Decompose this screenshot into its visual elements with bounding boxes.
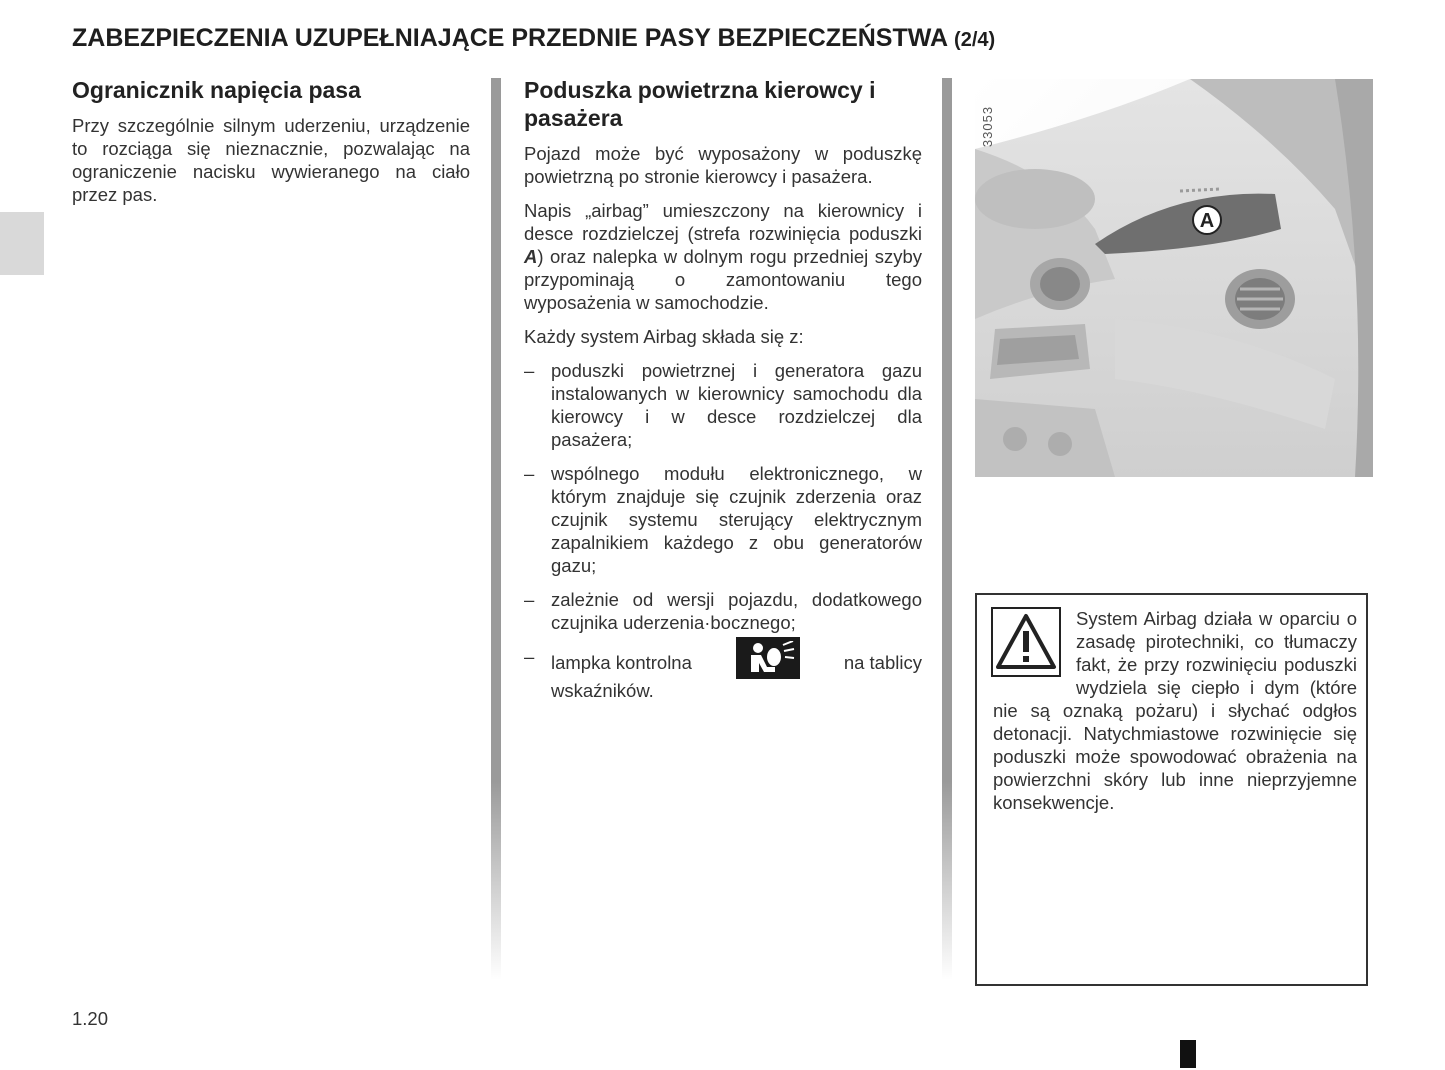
list-dash: –: [524, 646, 535, 667]
page-title: [72, 24, 995, 53]
list-item: [524, 588, 922, 634]
airbag-zone-reference: A: [524, 246, 538, 267]
list-item-lamp: [524, 645, 922, 702]
column-divider-right: [942, 78, 952, 980]
warning-text-block: [993, 607, 1357, 814]
list-item-text: poduszki powietrznej i generatora gazu instalowanych w kierownicy samochodu dla kierowcy i w desce rozdzielczej dla pasażera;: [551, 360, 922, 450]
warning-box: [975, 593, 1368, 986]
dashboard-illustration: [975, 79, 1373, 477]
middle-column: [524, 76, 922, 713]
figure-number: 33053: [980, 105, 996, 148]
warning-text: System Airbag działa w oparciu o zasadę pirotechniki, co tłumaczy fakt, że przy rozwinięciu poduszki wydziela się ciepło i dym (które nie są oznaką pożaru) i słychać odgłos detonacji. Natychmiastowe rozwinięcie się poduszki może spowodować obrażenia na powierzchni skóry lub inne nieprzyjemne konsekwencje.: [993, 608, 1357, 813]
airbag-paragraph-2-end: ) oraz nalepka w dolnym rogu przedniej szyby przypominają o zamontowaniu tego wyposażenia w samochodzie.: [524, 246, 922, 313]
belt-limiter-paragraph: Przy szczególnie silnym uderzeniu, urządzenie to rozciąga się nieznacznie, pozwalając na ograniczenie nacisku wywieranego na ciało przez pas.: [72, 115, 470, 205]
airbag-paragraph-3: Każdy system Airbag składa się z:: [524, 326, 804, 347]
list-item: [524, 462, 922, 577]
dashboard-drawing: [975, 79, 1373, 477]
page-number: 1.20: [72, 1008, 109, 1029]
lamp-text-before: lampka kontrolna: [551, 651, 692, 673]
list-item-text: wspólnego modułu elektronicznego, w którym znajduje się czujnik zderzenia oraz czujnik systemu sterujący elektrycznym zapalnikiem każdego z obu generatorów gazu;: [551, 463, 922, 576]
lamp-text-end: wskaźników.: [551, 680, 654, 701]
list-dash: –: [524, 463, 535, 484]
corner-mark: [1180, 1040, 1196, 1068]
chapter-tab: [0, 212, 44, 275]
airbag-heading: Poduszka powietrzna kierowcy i pasażera: [524, 77, 876, 131]
lamp-line: [551, 645, 922, 679]
list-item: [524, 359, 922, 451]
list-dash: –: [524, 589, 535, 610]
airbag-components-list: [524, 359, 922, 702]
list-dash: –: [524, 360, 535, 381]
page-title-suffix: (2/4): [954, 29, 996, 51]
page-title-text: ZABEZPIECZENIA UZUPEŁNIAJĄCE PRZEDNIE PASY BEZPIECZEŃSTWA: [72, 24, 948, 52]
airbag-paragraph-2-start: Napis „airbag” umieszczony na kierownicy i desce rozdzielczej (strefa rozwinięcia poduszki: [524, 200, 922, 244]
lamp-text-after: na tablicy: [843, 651, 922, 673]
belt-limiter-heading: Ogranicznik napięcia pasa: [72, 77, 361, 103]
column-divider-left: [491, 78, 501, 980]
left-column: [72, 76, 470, 216]
list-item-text: zależnie od wersji pojazdu, dodatkowego czujnika uderzenia·bocznego;: [551, 589, 922, 633]
airbag-warning-lamp-icon: [736, 637, 800, 679]
airbag-paragraph-1: Pojazd może być wyposażony w poduszkę powietrzną po stronie kierowcy i pasażera.: [524, 143, 922, 187]
callout-a: A: [1199, 210, 1215, 232]
airbag-paragraph-2: [524, 199, 922, 314]
